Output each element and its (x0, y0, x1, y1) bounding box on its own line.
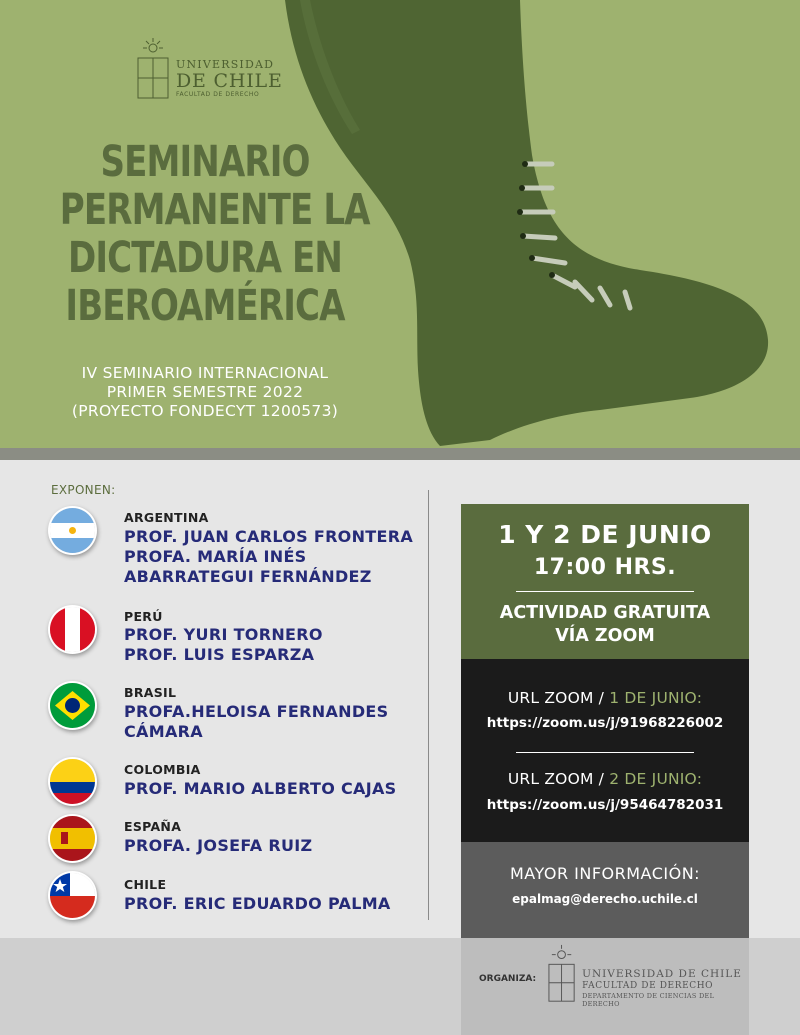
zoom-day-text: 2 DE JUNIO: (609, 770, 703, 788)
footer-university: UNIVERSIDAD DE CHILE (582, 968, 742, 980)
speaker-name: PROFA. JOSEFA RUIZ (124, 836, 313, 855)
contact-panel (461, 842, 749, 938)
contact-email-link[interactable]: epalmag@derecho.uchile.cl (512, 892, 698, 906)
university-crest-icon (136, 38, 170, 102)
free-activity (461, 602, 749, 648)
subtitle (40, 364, 370, 421)
university-crest-icon (547, 944, 576, 1006)
speaker-name: PROF. LUIS ESPARZA (124, 645, 315, 664)
contact-heading: MAYOR INFORMACIÓN: (509, 864, 701, 883)
subtitle-line: (PROYECTO FONDECYT 1200573) (71, 402, 339, 420)
footer (0, 938, 800, 1035)
speaker-name: PROF. YURI TORNERO (124, 625, 323, 644)
peru-flag-icon (50, 607, 95, 652)
divider (516, 752, 694, 753)
country-label: ESPAÑA (124, 819, 182, 834)
title-line: SEMINARIO (100, 137, 310, 187)
event-time: 17:00 HRS. (533, 555, 677, 580)
university-logo (136, 38, 283, 102)
free-line: VÍA ZOOM (555, 626, 655, 646)
chile-flag-icon (50, 873, 95, 918)
spain-flag-icon (50, 816, 95, 861)
hero-divider (0, 448, 800, 460)
country-label: PERÚ (124, 609, 163, 624)
zoom-label-text: URL ZOOM / (507, 770, 610, 788)
zoom-link-day2[interactable]: https://zoom.us/j/95464782031 (486, 797, 724, 813)
country-label: BRASIL (124, 685, 177, 700)
speaker-names (124, 702, 388, 742)
brazil-flag-icon (50, 683, 95, 728)
zoom-day-text: 1 DE JUNIO: (609, 689, 703, 707)
footer-department: DEPARTAMENTO DE CIENCIAS DEL DERECHO (582, 992, 715, 1008)
title-line: DICTADURA EN (67, 233, 343, 283)
speaker-name: PROF. MARIO ALBERTO CAJAS (124, 779, 397, 798)
title-line: IBEROAMÉRICA (65, 281, 345, 331)
speaker-names (124, 625, 323, 665)
zoom-label-day1 (461, 689, 749, 707)
speaker-names (124, 779, 397, 799)
subtitle-line: PRIMER SEMESTRE 2022 (106, 383, 304, 401)
country-label: CHILE (124, 877, 167, 892)
footer-logo (547, 944, 749, 1008)
title-line: PERMANENTE LA (59, 185, 370, 235)
organizer-panel (461, 938, 749, 1035)
speaker-name: PROF. JUAN CARLOS FRONTERA (124, 527, 414, 546)
organiza-label: ORGANIZA: (479, 974, 537, 984)
speaker-name: CÁMARA (124, 722, 203, 741)
speaker-names (124, 527, 413, 587)
logo-line-de-chile: DE CHILE (176, 70, 283, 92)
event-dates: 1 Y 2 DE JUNIO (498, 520, 712, 549)
footer-faculty: FACULTAD DE DERECHO (582, 981, 714, 991)
speaker-name: PROFA.HELOISA FERNANDES (124, 702, 389, 721)
free-line: ACTIVIDAD GRATUITA (499, 603, 711, 623)
zoom-link-day1[interactable]: https://zoom.us/j/91968226002 (486, 715, 724, 731)
divider (516, 591, 694, 592)
country-label: COLOMBIA (124, 762, 201, 777)
speaker-name: PROFA. MARÍA INÉS (124, 547, 307, 566)
zoom-label-day2 (461, 770, 749, 788)
speaker-names (124, 836, 312, 856)
speaker-name: ABARRATEGUI FERNÁNDEZ (124, 567, 372, 586)
logo-line-university: UNIVERSIDAD (176, 58, 275, 71)
zoom-label-text: URL ZOOM / (507, 689, 610, 707)
column-divider (428, 490, 429, 920)
country-label: ARGENTINA (124, 510, 209, 525)
speaker-names (124, 894, 391, 914)
page-title (59, 137, 370, 331)
colombia-flag-icon (50, 759, 95, 804)
speakers-heading: EXPONEN: (51, 483, 116, 497)
zoom-links-panel (461, 659, 749, 842)
logo-line-faculty: FACULTAD DE DERECHO (176, 91, 260, 98)
hero-banner (0, 0, 800, 460)
speaker-name: PROF. ERIC EDUARDO PALMA (124, 894, 391, 913)
event-info-panel (461, 504, 749, 659)
subtitle-line: IV SEMINARIO INTERNACIONAL (81, 364, 329, 382)
argentina-flag-icon (50, 508, 95, 553)
